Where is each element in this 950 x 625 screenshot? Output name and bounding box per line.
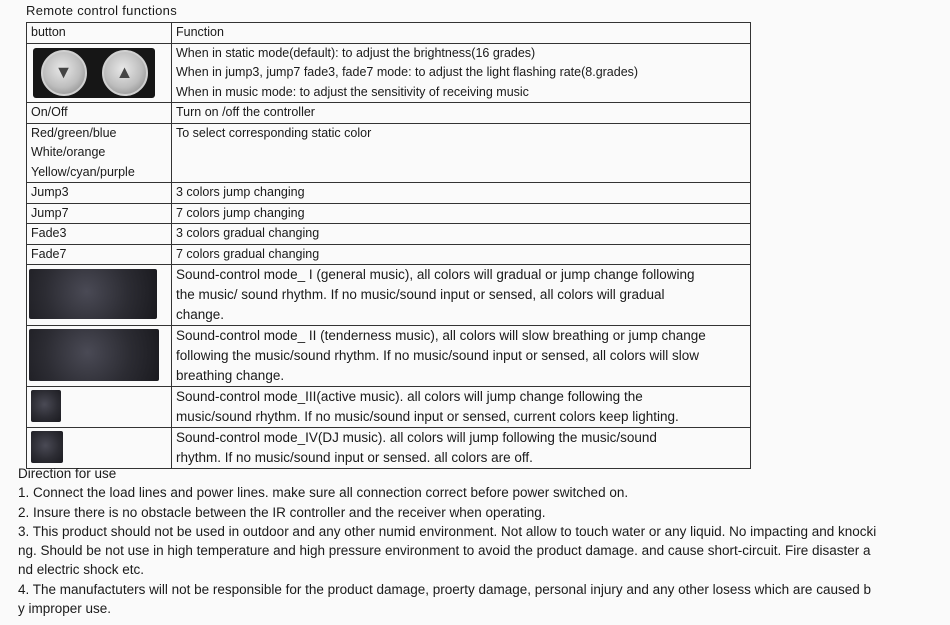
- sound-mode-3-button-icon: [31, 390, 61, 422]
- color-button-line: White/orange: [31, 145, 106, 159]
- direction-line: 2. Insure there is no obstacle between the IR controller and the receiver when operating.: [18, 504, 546, 520]
- color-buttons-label: [27, 123, 172, 183]
- table-row: [27, 103, 751, 124]
- jump3-function: 3 colors jump changing: [172, 183, 751, 204]
- jump3-button-label: Jump3: [27, 183, 172, 204]
- table-row: [27, 265, 751, 326]
- table-row: [27, 387, 751, 428]
- sound-mode-3-image: [27, 387, 172, 428]
- function-line: rhythm. If no music/sound input or sensed. all colors are off.: [176, 450, 533, 465]
- table-row: [27, 43, 751, 103]
- sound-mode-3-function: [172, 387, 751, 428]
- sound-mode-4-image: [27, 428, 172, 469]
- function-line: breathing change.: [176, 368, 285, 383]
- brightness-function: [172, 43, 751, 103]
- onoff-function: Turn on /off the controller: [172, 103, 751, 124]
- sound-mode-1-button-icon: [29, 269, 157, 319]
- table-row: [27, 428, 751, 469]
- color-function: To select corresponding static color: [172, 123, 751, 183]
- table-row: [27, 244, 751, 265]
- jump7-function: 7 colors jump changing: [172, 203, 751, 224]
- table-row: [27, 224, 751, 245]
- function-line: When in jump3, jump7 fade3, fade7 mode: to adjust the light flashing rate(8.grades): [176, 65, 639, 79]
- onoff-button-label: On/Off: [27, 103, 172, 124]
- direction-line: 4. The manufactuters will not be responsible for the product damage, proerty damage, personal injury and any other losess which are caused b: [18, 581, 871, 597]
- brightness-down-icon: ▼: [41, 50, 87, 96]
- color-button-line: Red/green/blue: [31, 125, 117, 140]
- header-button: button: [27, 23, 172, 44]
- jump7-button-label: Jump7: [27, 203, 172, 224]
- remote-functions-table: [26, 22, 751, 469]
- function-line: When in static mode(default): to adjust the brightness(16 grades): [176, 45, 536, 60]
- function-line: Sound-control mode_IV(DJ music). all colors will jump following the music/sound: [176, 430, 657, 445]
- function-line: Sound-control mode_III(active music). all colors will jump change following the: [176, 389, 643, 404]
- table-row: [27, 123, 751, 183]
- directions-heading: Direction for use: [18, 466, 117, 481]
- table-row: [27, 183, 751, 204]
- color-button-line: Yellow/cyan/purple: [31, 164, 135, 179]
- table-row: [27, 203, 751, 224]
- sound-mode-2-function: [172, 326, 751, 387]
- brightness-button-image: [27, 43, 172, 103]
- sound-mode-4-button-icon: [31, 431, 63, 463]
- function-line: When in music mode: to adjust the sensitivity of receiving music: [176, 84, 529, 99]
- direction-line: nd electric shock etc.: [18, 562, 145, 578]
- page-title: Remote control functions: [26, 3, 177, 18]
- fade3-function: 3 colors gradual changing: [172, 224, 751, 245]
- function-line: following the music/sound rhythm. If no music/sound input or sensed, all colors will slow: [176, 348, 699, 363]
- fade7-button-label: Fade7: [27, 244, 172, 265]
- function-line: change.: [176, 307, 225, 322]
- table-row: [27, 326, 751, 387]
- direction-line: 3. This product should not be used in outdoor and any other numid environment. Not allow to touch water or any liquid. No impacting and knocki: [18, 523, 877, 539]
- directions-section: [18, 464, 938, 618]
- sound-mode-1-function: [172, 265, 751, 326]
- sound-mode-4-function: [172, 428, 751, 469]
- function-line: Sound-control mode_ I (general music), all colors will gradual or jump change following: [176, 267, 695, 282]
- table-header-row: [27, 23, 751, 44]
- direction-line: ng. Should be not use in high temperature and high pressure environment to avoid the product damage. and cause short-circuit. Fire disaster a: [18, 543, 871, 559]
- function-line: the music/ sound rhythm. If no music/sound input or sensed, all colors will gradual: [176, 287, 665, 302]
- sound-mode-2-button-icon: [29, 329, 159, 381]
- function-line: music/sound rhythm. If no music/sound input or sensed, current colors keep lighting.: [176, 409, 679, 424]
- brightness-keypad-image: [33, 48, 155, 98]
- direction-line: y improper use.: [18, 601, 112, 617]
- sound-mode-1-image: [27, 265, 172, 326]
- sound-mode-2-image: [27, 326, 172, 387]
- header-function: Function: [172, 23, 751, 44]
- direction-line: 1. Connect the load lines and power lines. make sure all connection correct before power switched on.: [18, 485, 629, 501]
- fade7-function: 7 colors gradual changing: [172, 244, 751, 265]
- brightness-up-icon: ▲: [102, 50, 148, 96]
- function-line: Sound-control mode_ II (tenderness music), all colors will slow breathing or jump change: [176, 328, 706, 343]
- fade3-button-label: Fade3: [27, 224, 172, 245]
